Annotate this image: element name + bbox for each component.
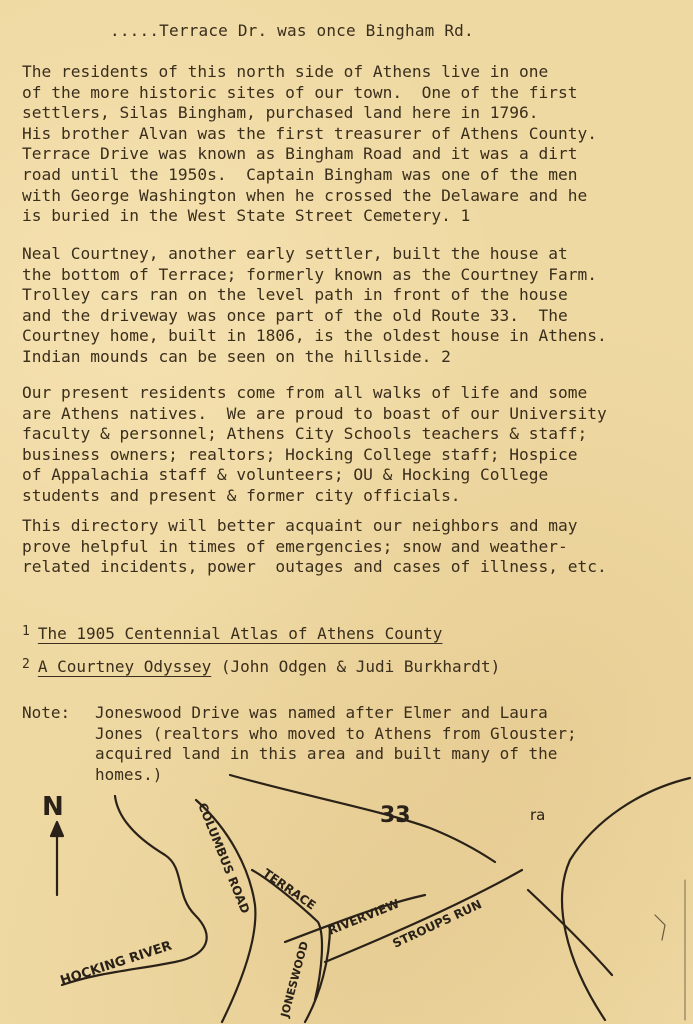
paragraph-residents: Our present residents come from all walks of life and some are Athens natives. We are proud to boast of our University faculty & personnel; Athens City Schools teachers & staff; business owners; realtors; Hocking College staff; Hospice of Appalachia staff & volunteers; OU & Hocking College students and present & former city officials.: [22, 383, 607, 505]
paragraph-courtney: Neal Courtney, another early settler, built the house at the bottom of Terrace; formerly known as the Courtney Farm. Trolley cars ran on the level path in front of the house and the driveway was once part of the old Route 33. The Courtney home, built in 1806, is the oldest house in Athens. Indian mounds can be seen on the hillside. 2: [22, 244, 607, 366]
paragraph-directory-purpose: This directory will better acquaint our neighbors and may prove helpful in times of emergencies; snow and weather- related incidents, power outages and cases of illness, etc.: [22, 516, 607, 577]
hocking-river-label: HOCKING RIVER: [58, 938, 174, 989]
ra-label: ra: [530, 806, 546, 824]
route-33-label: 33: [380, 803, 411, 828]
columbus-road-label: COLUMBUS ROAD: [195, 800, 253, 916]
note-label: Note:: [22, 703, 71, 722]
north-label: N: [42, 792, 64, 822]
joneswood-label: JONESWOOD: [278, 940, 312, 1019]
north-arrow-head: [51, 822, 63, 836]
joneswood-road: [305, 925, 330, 1022]
terrace-label: TERRACE: [260, 865, 319, 913]
route-33-road: [230, 775, 495, 862]
footnote-suffix: (John Odgen & Judi Burkhardt): [211, 657, 501, 676]
map-curve-diagonal: [528, 890, 612, 975]
map-curve-right: [562, 778, 690, 1020]
stroups-run-label: STROUPS RUN: [390, 897, 484, 951]
note-text: Joneswood Drive was named after Elmer and Laura Jones (realtors who moved to Athens from Glouster; acquired land in this area and built many of the homes.): [95, 703, 577, 784]
footnote-title: A Courtney Odyssey: [37, 657, 212, 676]
paragraph-history: The residents of this north side of Athens live in one of the more historic sites of our town. One of the first settlers, Silas Bingham, purchased land here in 1796. His brother Alvan was the first treasurer of Athens County. Terrace Drive was known as Bingham Road and it was a dirt road until the 1950s. Captain Bingham was one of the men with George Washington when he crossed the Delaware and he is buried in the West State Street Cemetery. 1: [22, 62, 597, 226]
map-edge-mark: [655, 915, 665, 940]
footnote-title: The 1905 Centennial Atlas of Athens County: [37, 624, 443, 643]
page-title: .....Terrace Dr. was once Bingham Rd.: [110, 21, 474, 40]
footnote-number: 1: [22, 624, 30, 639]
footnote-number: 2: [22, 657, 30, 672]
riverview-label: RIVERVIEW: [325, 896, 402, 938]
